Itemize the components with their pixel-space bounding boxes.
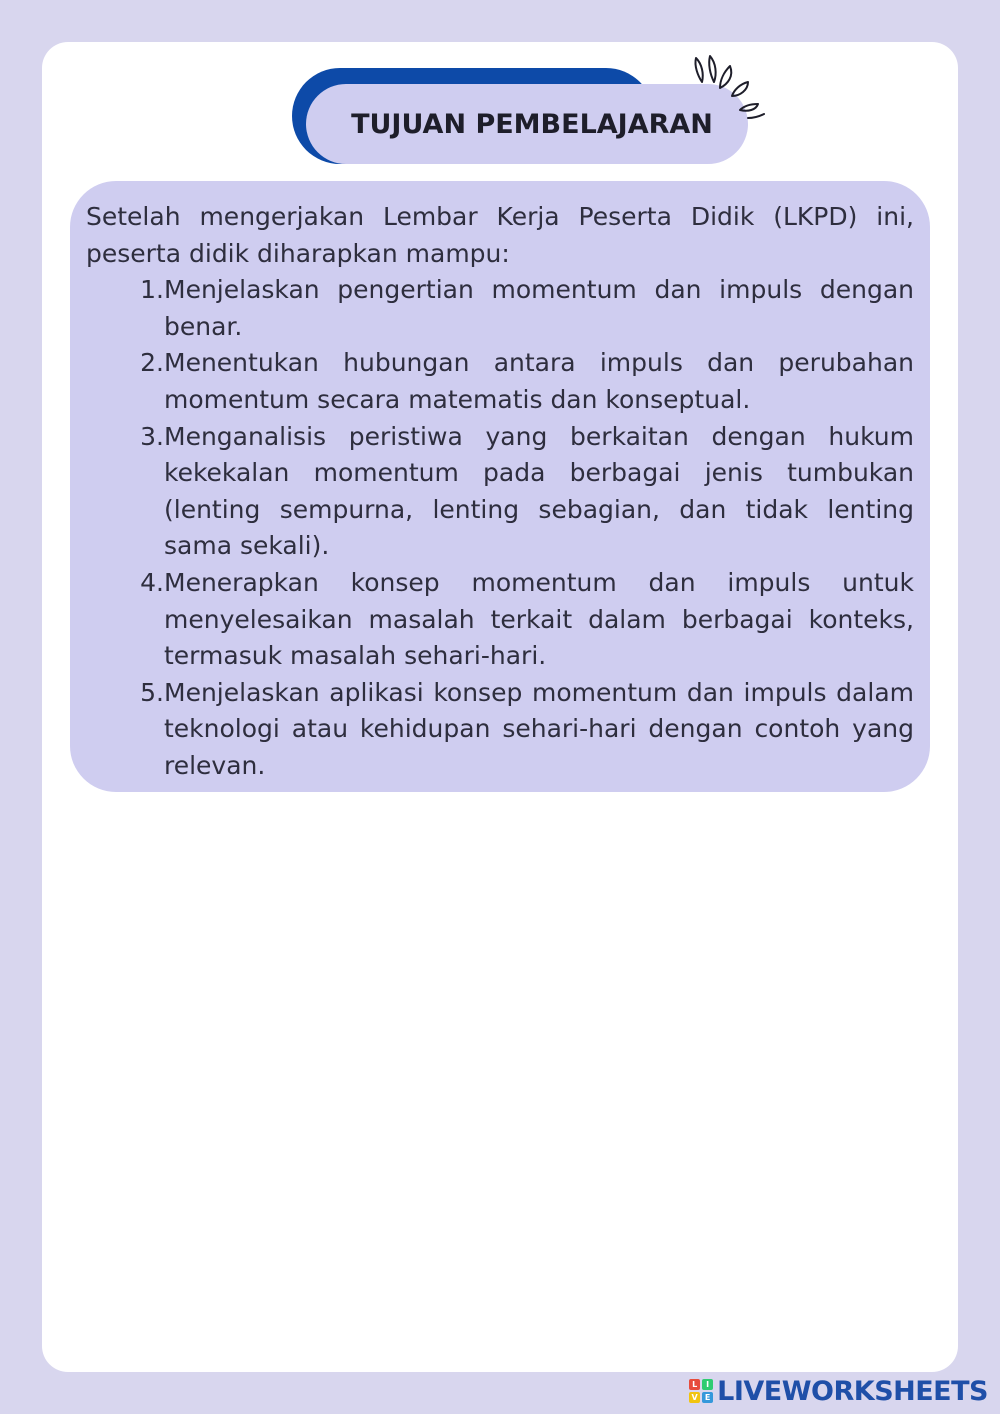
brand-name: LIVEWORKSHEETS bbox=[717, 1375, 988, 1407]
intro-paragraph bbox=[86, 199, 914, 272]
list-item bbox=[132, 419, 914, 565]
list-item bbox=[132, 345, 914, 418]
list-item-text: Menganalisis peristiwa yang berkaitan dengan hukum kekekalan momentum pada berbagai jenis tumbukan (lenting sempurna, lenting sebagian, dan tidak lenting sama sekali). bbox=[164, 421, 914, 561]
intro-line-2: peserta didik diharapkan mampu: bbox=[86, 238, 510, 268]
logo-letter: E bbox=[702, 1392, 713, 1403]
logo-letter: V bbox=[689, 1392, 700, 1403]
liveworksheets-logo[interactable] bbox=[689, 1373, 988, 1409]
sparkle-burst-icon bbox=[688, 52, 768, 120]
logo-letter: I bbox=[702, 1379, 713, 1390]
logo-letter: L bbox=[689, 1379, 700, 1390]
objectives-box bbox=[70, 181, 930, 792]
liveworksheets-logo-icon bbox=[689, 1379, 713, 1403]
intro-line-1: Setelah mengerjakan Lembar Kerja Peserta Didik (LKPD) ini, bbox=[86, 202, 914, 231]
list-item-text: Menerapkan konsep momentum dan impuls untuk menyelesaikan masalah terkait dalam berbagai konteks, termasuk masalah sehari-hari. bbox=[164, 567, 914, 671]
list-item-text: Menentukan hubungan antara impuls dan perubahan momentum secara matematis dan konseptual. bbox=[164, 348, 914, 414]
objectives-list bbox=[86, 272, 914, 784]
list-item-number: 4. bbox=[140, 567, 164, 597]
page-title: TUJUAN PEMBELAJARAN bbox=[351, 108, 713, 140]
list-item-text: Menjelaskan aplikasi konsep momentum dan impuls dalam teknologi atau kehidupan sehari-hari dengan contoh yang relevan. bbox=[164, 677, 914, 780]
title-pill bbox=[306, 84, 748, 164]
list-item bbox=[132, 565, 914, 675]
list-item-text: Menjelaskan pengertian momentum dan impuls dengan benar. bbox=[164, 275, 914, 341]
list-item bbox=[132, 675, 914, 785]
list-item bbox=[132, 272, 914, 345]
list-item-number: 5. bbox=[140, 677, 164, 707]
list-item-number: 3. bbox=[140, 421, 164, 451]
list-item-number: 2. bbox=[140, 348, 164, 378]
list-item-number: 1. bbox=[140, 275, 164, 305]
